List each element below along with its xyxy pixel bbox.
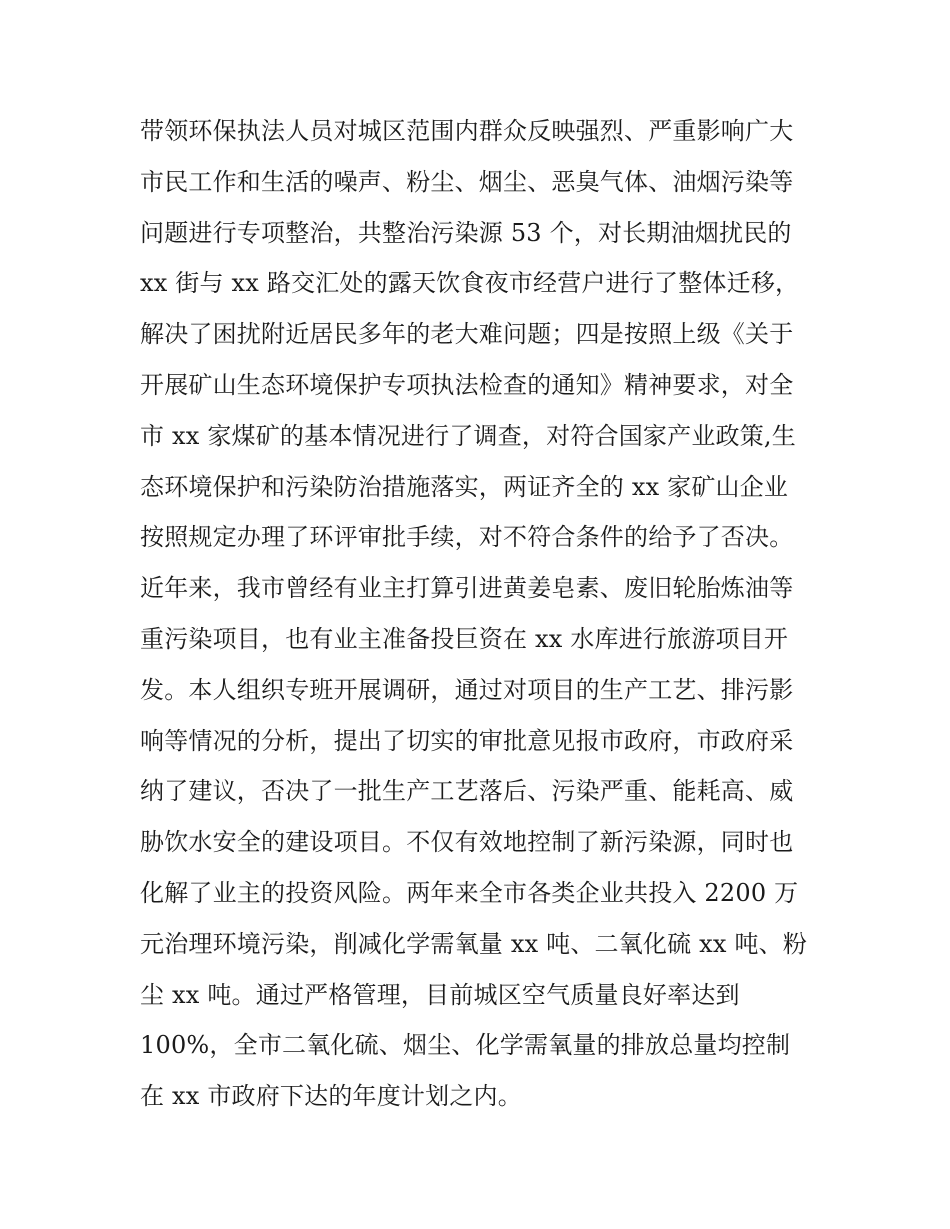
text-line: 态环境保护和污染防治措施落实，两证齐全的 xx 家矿山企业 <box>140 472 789 501</box>
text-line: 问题进行专项整治，共整治污染源 53 个，对长期油烟扰民的 <box>140 218 792 247</box>
text-line: 近年来，我市曾经有业主打算引进黄姜皂素、废旧轮胎炼油等 <box>140 574 794 603</box>
body-text <box>140 106 830 1122</box>
text-line: 解决了困扰附近居民多年的老大难问题；四是按照上级《关于 <box>140 320 794 349</box>
text-line: 胁饮水安全的建设项目。不仅有效地控制了新污染源，同时也 <box>140 828 794 857</box>
text-line: 元治理环境污染，削减化学需氧量 xx 吨、二氧化硫 xx 吨、粉 <box>140 929 808 958</box>
text-line: 重污染项目，也有业主准备投巨资在 xx 水库进行旅游项目开 <box>140 624 789 653</box>
text-line: 尘 xx 吨。通过严格管理，目前城区空气质量良好率达到 <box>140 980 740 1009</box>
text-line: 市民工作和生活的噪声、粉尘、烟尘、恶臭气体、油烟污染等 <box>140 167 794 196</box>
text-line: 开展矿山生态环境保护专项执法检查的通知》精神要求，对全 <box>140 370 794 399</box>
text-line: 响等情况的分析，提出了切实的审批意见报市政府，市政府采 <box>140 726 794 755</box>
text-line: 纳了建议，否决了一批生产工艺落后、污染严重、能耗高、威 <box>140 777 794 806</box>
text-line: 按照规定办理了环评审批手续，对不符合条件的给予了否决。 <box>140 523 794 552</box>
text-line: 市 xx 家煤矿的基本情况进行了调查，对符合国家产业政策,生 <box>140 421 796 450</box>
text-line: 100%，全市二氧化硫、烟尘、化学需氧量的排放总量均控制 <box>140 1031 791 1060</box>
text-line: 在 xx 市政府下达的年度计划之内。 <box>140 1082 522 1111</box>
text-line: 化解了业主的投资风险。两年来全市各类企业共投入 2200 万 <box>140 878 799 907</box>
text-line: 发。本人组织专班开展调研，通过对项目的生产工艺、排污影 <box>140 675 794 704</box>
text-line: 带领环保执法人员对城区范围内群众反映强烈、严重影响广大 <box>140 117 794 145</box>
text-line: xx 街与 xx 路交汇处的露天饮食夜市经营户进行了整体迁移， <box>140 269 800 298</box>
